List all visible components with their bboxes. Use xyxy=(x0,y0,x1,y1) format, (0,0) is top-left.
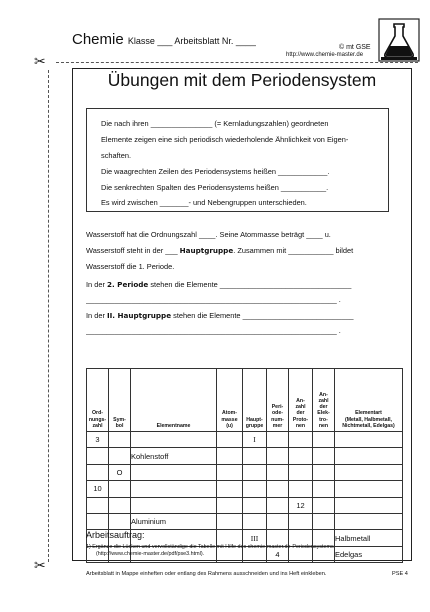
table-cell[interactable] xyxy=(335,497,403,513)
table-cell[interactable] xyxy=(267,448,289,464)
table-cell[interactable] xyxy=(313,448,335,464)
answer-line: _____________________________________________________________ . xyxy=(86,295,341,304)
bold-term: Hauptgruppe xyxy=(179,246,234,255)
table-cell[interactable] xyxy=(335,464,403,480)
table-cell[interactable] xyxy=(109,513,131,529)
table-cell[interactable] xyxy=(267,464,289,480)
group-2-line xyxy=(86,311,354,320)
footer-code: PSE 4 xyxy=(392,571,408,577)
scissors-icon: ✂ xyxy=(34,53,46,69)
table-cell[interactable] xyxy=(267,432,289,448)
table-row xyxy=(87,481,403,497)
table-cell[interactable] xyxy=(289,464,313,480)
table-cell[interactable] xyxy=(313,481,335,497)
table-cell[interactable] xyxy=(217,481,243,497)
table-cell[interactable] xyxy=(109,481,131,497)
table-cell[interactable] xyxy=(243,497,267,513)
footer-note: Arbeitsblatt in Mappe einheften oder entlang des Rahmens ausschneiden und ins Heft einkleben. xyxy=(86,571,327,577)
copyright-text: © mt GSE xyxy=(339,44,371,51)
box-line: Die nach ihren _______________ (= Kernladungszahlen) geordneten xyxy=(101,119,329,128)
column-header: Elementart (Metall, Halbmetall, Nichtmetall, Edelgas) xyxy=(335,369,403,432)
box-line: Die senkrechten Spalten des Periodensystems heißen ___________. xyxy=(101,183,329,192)
table-cell[interactable] xyxy=(217,432,243,448)
table-cell[interactable] xyxy=(289,513,313,529)
table-cell[interactable]: Halbmetall xyxy=(335,530,403,546)
box-line: Es wird zwischen _______- und Nebengruppen unterschieden. xyxy=(101,198,307,207)
table-cell[interactable] xyxy=(335,481,403,497)
table-cell[interactable] xyxy=(335,432,403,448)
table-cell[interactable]: Kohlenstoff xyxy=(131,448,217,464)
table-cell[interactable] xyxy=(87,497,109,513)
cut-line-vertical xyxy=(48,70,49,562)
table-cell[interactable] xyxy=(267,481,289,497)
column-header: Elementname xyxy=(131,369,217,432)
table-cell[interactable] xyxy=(131,497,217,513)
table-cell[interactable] xyxy=(267,497,289,513)
table-row xyxy=(87,513,403,529)
website-url: http://www.chemie-master.de xyxy=(286,52,364,58)
bold-term: 2. Periode xyxy=(106,280,149,289)
table-cell[interactable]: 3 xyxy=(87,432,109,448)
table-cell[interactable] xyxy=(87,513,109,529)
table-header xyxy=(87,369,403,432)
table-row xyxy=(87,448,403,464)
box-line: Elemente zeigen eine sich periodisch wiederholende Ähnlichkeit von Eigen- xyxy=(101,135,349,144)
table-cell[interactable] xyxy=(109,432,131,448)
column-header: Peri- ode- num- mer xyxy=(267,369,289,432)
text-span: In der xyxy=(86,311,107,320)
worksheet-header xyxy=(72,31,256,48)
table-cell[interactable]: 12 xyxy=(289,497,313,513)
bold-term: II. Hauptgruppe xyxy=(106,311,172,320)
table-cell[interactable] xyxy=(313,497,335,513)
table-cell[interactable]: I xyxy=(243,432,267,448)
table-cell[interactable] xyxy=(289,481,313,497)
table-cell[interactable] xyxy=(217,497,243,513)
period-2-line xyxy=(86,280,351,289)
table-cell[interactable] xyxy=(109,497,131,513)
table-cell[interactable] xyxy=(335,513,403,529)
klasse-label: Klasse ___ Arbeitsblatt Nr. ____ xyxy=(127,36,256,46)
text-span: stehen die Elemente ___________________________ xyxy=(171,311,354,320)
table-cell[interactable] xyxy=(87,448,109,464)
table-cell[interactable] xyxy=(217,448,243,464)
column-header: Haupt- gruppe xyxy=(243,369,267,432)
table-cell[interactable] xyxy=(335,448,403,464)
table-row xyxy=(87,464,403,480)
table-cell[interactable] xyxy=(267,513,289,529)
table-cell[interactable] xyxy=(109,448,131,464)
table-cell[interactable] xyxy=(87,464,109,480)
table-cell[interactable]: III xyxy=(243,530,267,546)
task-item: 1) Ergänze die Lücken und vervollständige die Tabelle mit Hilfe des chemie-master.de-Periodensystems xyxy=(86,544,334,550)
box-line: Die waagrechten Zeilen des Periodensystems heißen ____________. xyxy=(101,167,330,176)
column-header: An- zahl der Proto- nen xyxy=(289,369,313,432)
column-header: Atom- masse (u) xyxy=(217,369,243,432)
hydrogen-line-1: Wasserstoff hat die Ordnungszahl ____. Seine Atommasse beträgt ____ u. xyxy=(86,230,331,239)
cut-line-horizontal xyxy=(56,62,418,63)
text-span: . Zusammen mit ___________ bildet xyxy=(233,246,354,255)
table-cell[interactable] xyxy=(217,464,243,480)
table-cell[interactable] xyxy=(289,448,313,464)
table-cell[interactable] xyxy=(131,432,217,448)
definition-box xyxy=(86,108,389,212)
table-cell[interactable] xyxy=(243,513,267,529)
table-cell[interactable] xyxy=(289,432,313,448)
table-row xyxy=(87,432,403,448)
table-cell[interactable] xyxy=(313,432,335,448)
table-cell[interactable] xyxy=(243,464,267,480)
worksheet-title: Übungen mit dem Periodensystem xyxy=(107,70,377,90)
flask-logo-icon xyxy=(378,18,420,62)
table-cell[interactable]: Aluminium xyxy=(131,513,217,529)
column-header: Ord- nungs- zahl xyxy=(87,369,109,432)
table-cell[interactable] xyxy=(313,513,335,529)
box-line: schaften. xyxy=(101,151,131,160)
hydrogen-line-2 xyxy=(86,246,353,255)
hydrogen-line-3: Wasserstoff die 1. Periode. xyxy=(86,262,175,271)
task-item-link: (http://www.chemie-master.de/pdf/pse3.html). xyxy=(96,551,205,557)
column-header: Sym- bol xyxy=(109,369,131,432)
table-cell[interactable] xyxy=(131,464,217,480)
scissors-icon: ✂ xyxy=(34,557,46,573)
table-cell[interactable]: 4 xyxy=(267,546,289,562)
table-cell[interactable]: 10 xyxy=(87,481,109,497)
text-span: Wasserstoff steht in der ___ xyxy=(86,246,180,255)
table-cell[interactable]: O xyxy=(109,464,131,480)
table-cell[interactable]: Edelgas xyxy=(335,546,403,562)
table-cell[interactable] xyxy=(217,513,243,529)
column-header: An- zahl der Elek- tro- nen xyxy=(313,369,335,432)
table-row xyxy=(87,497,403,513)
table-cell[interactable] xyxy=(131,481,217,497)
answer-line: _____________________________________________________________ . xyxy=(86,326,341,335)
table-cell[interactable] xyxy=(313,464,335,480)
table-body xyxy=(87,432,403,563)
text-span: In der xyxy=(86,280,107,289)
task-heading: Arbeitsauftrag: xyxy=(86,530,145,540)
table-cell[interactable] xyxy=(243,448,267,464)
subject-label: Chemie xyxy=(72,31,124,48)
text-span: stehen die Elemente ________________________________ xyxy=(148,280,352,289)
table-cell[interactable] xyxy=(243,481,267,497)
